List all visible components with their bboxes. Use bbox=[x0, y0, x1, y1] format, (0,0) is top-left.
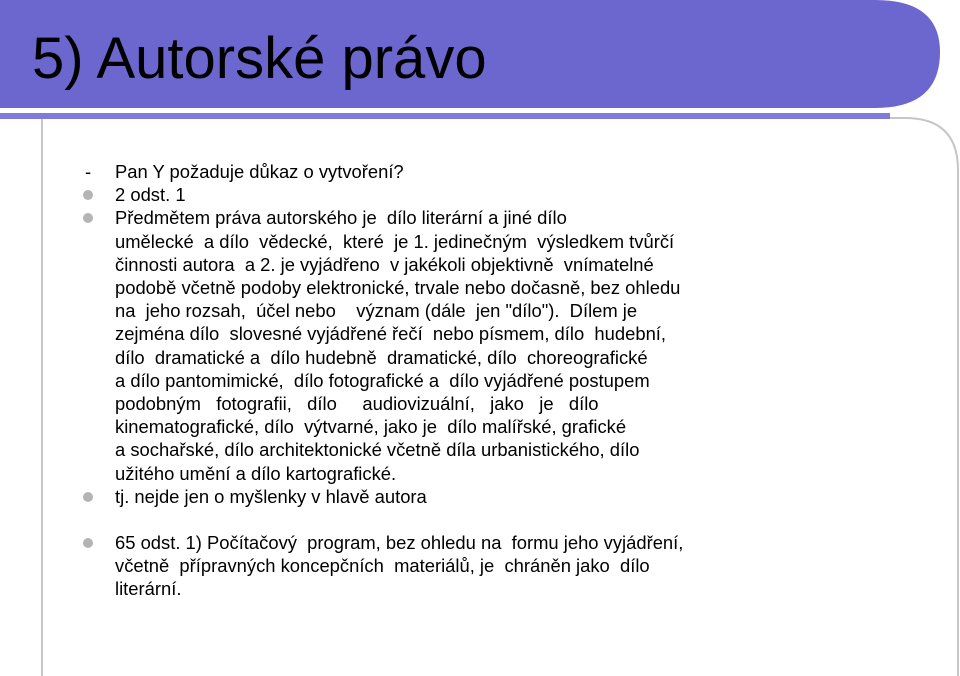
item-text: podobě včetně podoby elektronické, trvale nebo dočasně, bez ohledu bbox=[115, 277, 681, 299]
item-text: a dílo pantomimické, dílo fotografické a dílo vyjádřené postupem bbox=[115, 369, 650, 391]
list-item bbox=[78, 485, 778, 508]
item-text: 2 odst. 1 bbox=[115, 184, 186, 206]
list-item: - Pan Y požaduje důkaz o vytvoření? bbox=[78, 160, 778, 183]
slide-content bbox=[78, 160, 778, 601]
item-text: kinematografické, dílo výtvarné, jako je dílo malířské, grafické bbox=[115, 416, 627, 438]
item-text: literární. bbox=[115, 578, 182, 600]
item-text: 65 odst. 1) Počítačový program, bez ohledu na formu jeho vyjádření, bbox=[115, 532, 684, 554]
item-text: Pan Y požaduje důkaz o vytvoření? bbox=[115, 161, 404, 182]
item-text: užitého umění a dílo kartografické. bbox=[115, 462, 397, 484]
page-title: 5) Autorské právo bbox=[32, 26, 487, 91]
item-text: činnosti autora a 2. je vyjádřeno v jakékoli objektivně vnímatelné bbox=[115, 253, 654, 275]
item-text: podobným fotografii, dílo audiovizuální, jako je dílo bbox=[115, 393, 599, 415]
banner-stripe-white bbox=[0, 108, 890, 113]
list-item bbox=[78, 183, 778, 206]
item-text: na jeho rozsah, účel nebo význam (dále jen "dílo"). Dílem je bbox=[115, 300, 638, 322]
list-item bbox=[78, 531, 778, 601]
item-text: umělecké a dílo vědecké, které je 1. jedinečným výsledkem tvůrčí bbox=[115, 230, 675, 252]
item-text: Předmětem práva autorského je dílo literární a jiné dílo bbox=[115, 207, 567, 229]
item-text: zejména dílo slovesné vyjádřené řečí nebo písmem, dílo hudební, bbox=[115, 323, 667, 345]
list-item bbox=[78, 206, 778, 484]
banner-stripe-light bbox=[0, 113, 890, 119]
item-text: včetně přípravných koncepčních materiálů, je chráněn jako dílo bbox=[115, 555, 650, 577]
spacer bbox=[78, 508, 778, 531]
item-text: dílo dramatické a dílo hudebně dramatické, dílo choreografické bbox=[115, 346, 648, 368]
item-text: a sochařské, dílo architektonické včetně díla urbanistického, dílo bbox=[115, 439, 640, 461]
item-text: tj. nejde jen o myšlenky v hlavě autora bbox=[115, 485, 427, 507]
